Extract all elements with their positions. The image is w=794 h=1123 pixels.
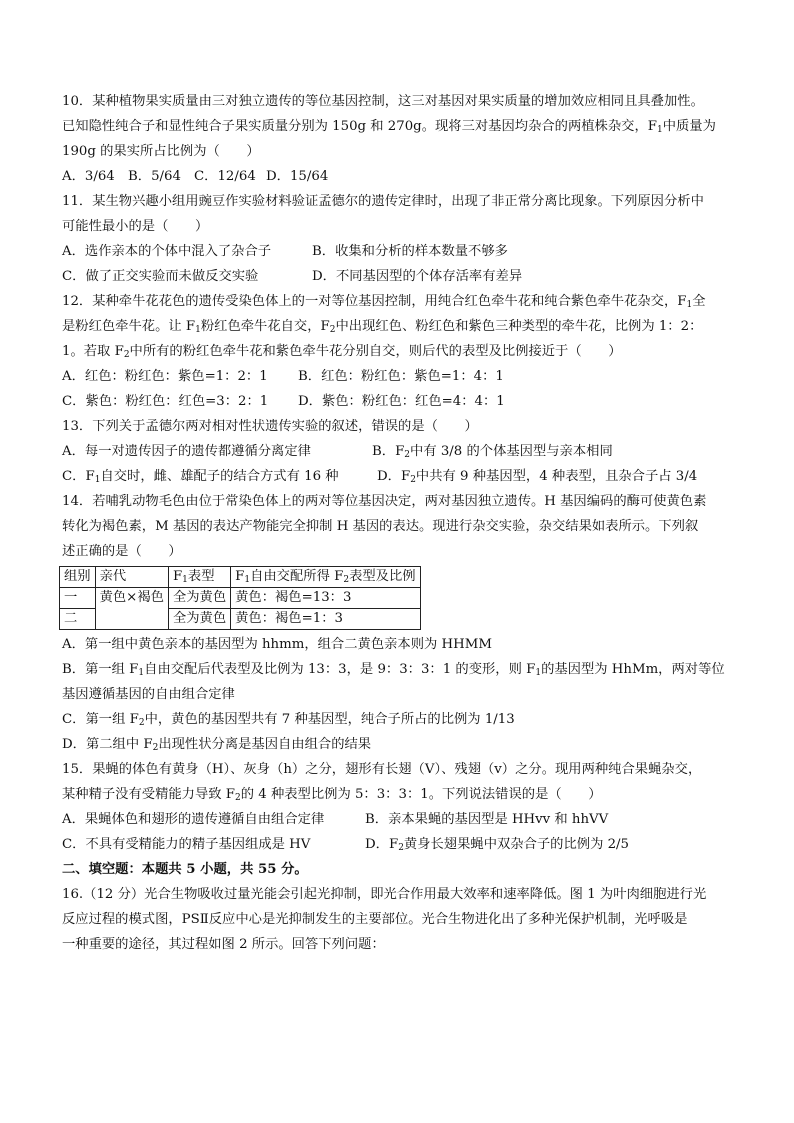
- q10-line-1: 10．某种植物果实质量由三对独立遗传的等位基因控制，这三对基因对果实质量的增加效应相同且具叠加性。: [62, 94, 704, 109]
- q14-line-1: 14．若哺乳动物毛色由位于常染色体上的两对等位基因决定，两对基因独立遗传。H 基因编码的酶可使黄色素: [62, 494, 707, 509]
- question-13: [62, 414, 740, 489]
- q14-option-c: C．第一组 $F_2$中，黄色的基因型共有 7 种基因型，纯合子所占的比例为 1/13: [62, 712, 515, 728]
- q10-option-c: C．12/64: [194, 169, 256, 184]
- q12-option-d: D．紫色：粉红色：红色=4：4：1: [298, 394, 505, 409]
- q14-option-a: A．第一组中黄色亲本的基因型为 hhmm，组合二黄色亲本则为 HHMM: [62, 637, 492, 652]
- table-cell: 全为黄色: [168, 588, 230, 609]
- question-16: [62, 882, 740, 957]
- cross-results-table: [59, 566, 421, 630]
- q13-options-row-2: [62, 464, 740, 489]
- q15-options-row-2: [62, 832, 740, 857]
- question-11: [62, 189, 740, 289]
- q15-option-c: C．不具有受精能力的精子基因组成是 HV: [62, 837, 311, 852]
- q12-line-3: 1。若取 $F_2$中所有的粉红色牵牛花和紫色牵牛花分别自交，则后代的表型及比例接近于（ ）: [62, 344, 622, 360]
- q15-line-1: 15．果蝇的体色有黄身（H）、灰身（h）之分，翅形有长翅（V）、残翅（v）之分。现用两种纯合果蝇杂交，: [62, 762, 702, 777]
- table-header-f1: $F_1$表型: [168, 567, 230, 588]
- table-header-f2: $F_1$自由交配所得 $F_2$表型及比例: [231, 567, 420, 588]
- question-10: [62, 89, 740, 189]
- q14-option-b-continued: 基因遵循基因的自由组合定律: [62, 687, 235, 702]
- q11-options-row-1: [62, 239, 740, 264]
- q14-line-2: 转化为褐色素，M 基因的表达产物能完全抑制 H 基因的表达。现进行杂交实验，杂交结果如表所示。下列叙: [62, 519, 699, 534]
- q10-line-3: 190g 的果实所占比例为（ ）: [62, 144, 260, 159]
- table-header-row: [60, 567, 421, 588]
- q12-line-1: 12．某种牵牛花花色的遗传受染色体上的一对等位基因控制，用纯合红色牵牛花和纯合紫色牵牛花杂交，$F_1$全: [62, 294, 706, 310]
- q15-options-row-1: [62, 807, 740, 832]
- q11-option-a: A．选作亲本的个体中混入了杂合子: [62, 244, 272, 259]
- q11-option-b: B．收集和分析的样本数量不够多: [312, 244, 508, 259]
- q11-line-1: 11．某生物兴趣小组用豌豆作实验材料验证孟德尔的遗传定律时，出现了非正常分离比现象。下列原因分析中: [62, 194, 704, 209]
- question-15: [62, 757, 740, 857]
- q12-options-row-2: [62, 389, 740, 414]
- question-14: [62, 489, 740, 757]
- q13-option-c: C．$F_1$自交时，雌、雄配子的结合方式有 16 种: [62, 469, 339, 485]
- q14-option-d: D．第二组中 $F_2$出现性状分离是基因自由组合的结果: [62, 737, 372, 753]
- q10-option-b: B．5/64: [128, 169, 181, 184]
- q10-option-d: D．15/64: [266, 169, 329, 184]
- q11-option-c: C．做了正交实验而未做反交实验: [62, 269, 259, 284]
- q14-option-b: B．第一组 $F_1$自由交配后代表型及比例为 13：3，是 9：3：3：1 的变形，则 $F_1$的基因型为 HhMm，两对等位: [62, 662, 725, 678]
- q16-line-1: 16.（12 分）光合生物吸收过量光能会引起光抑制，即光合作用最大效率和速率降低。图 1 为叶肉细胞进行光: [62, 887, 707, 902]
- q15-option-a: A．果蝇体色和翅形的遗传遵循自由组合定律: [62, 812, 325, 827]
- q10-line-2: 已知隐性纯合子和显性纯合子果实质量分别为 150g 和 270g。现将三对基因均杂合的两植株杂交，$F_1$中质量为: [62, 119, 716, 135]
- table-header-parents: 亲代: [95, 567, 168, 588]
- table-cell: 一: [60, 588, 96, 609]
- q11-line-2: 可能性最小的是（ ）: [62, 219, 209, 234]
- exam-content: [62, 89, 740, 957]
- table-cell: 黄色：褐色=1：3: [231, 609, 420, 630]
- q13-option-a: A．每一对遗传因子的遗传都遵循分离定律: [62, 444, 311, 459]
- q11-options-row-2: [62, 264, 740, 289]
- table-header-group: 组别: [60, 567, 96, 588]
- q12-option-b: B．红色：粉红色：紫色=1：4：1: [298, 369, 504, 384]
- q12-option-a: A．红色：粉红色：紫色=1：2：1: [62, 369, 268, 384]
- q10-option-a: A．3/64: [62, 169, 115, 184]
- q10-options: [62, 164, 740, 189]
- table-cell: 二: [60, 609, 96, 630]
- section-2-title: 二、填空题：本题共 5 小题，共 55 分。: [62, 862, 308, 877]
- q11-option-d: D．不同基因型的个体存活率有差异: [312, 269, 523, 284]
- q16-line-3: 一种重要的途径，其过程如图 2 所示。回答下列问题：: [62, 937, 385, 952]
- q13-options-row-1: [62, 439, 740, 464]
- q15-line-2: 某种精子没有受精能力导致 $F_2$的 4 种表型比例为 5：3：3：1。下列说法错误的是（ ）: [62, 787, 602, 803]
- question-12: [62, 289, 740, 414]
- q12-options-row-1: [62, 364, 740, 389]
- q16-line-2: 反应过程的模式图，PSⅡ反应中心是光抑制发生的主要部位。光合生物进化出了多种光保护机制，光呼吸是: [62, 912, 688, 927]
- q15-option-d: D．$F_2$黄身长翅果蝇中双杂合子的比例为 2/5: [365, 837, 630, 853]
- q12-line-2: 是粉红色牵牛花。让 $F_1$粉红色牵牛花自交，$F_2$中出现红色、粉红色和紫色三种类型的牵牛花，比例为 1：2：: [62, 319, 703, 335]
- q15-option-b: B．亲本果蝇的基因型是 HHvv 和 hhVV: [365, 812, 609, 827]
- q14-line-3: 述正确的是（ ）: [62, 544, 182, 559]
- q13-option-b: B．$F_2$中有 3/8 的个体基因型与亲本相同: [372, 444, 613, 460]
- q12-option-c: C．紫色：粉红色：红色=3：2：1: [62, 394, 269, 409]
- table-row: [60, 588, 421, 609]
- q13-option-d: D．$F_2$中共有 9 种基因型，4 种表型，且杂合子占 3/4: [377, 469, 698, 485]
- table-cell: 黄色×褐色: [95, 588, 168, 630]
- table-cell: 全为黄色: [168, 609, 230, 630]
- q13-line-1: 13．下列关于孟德尔两对相对性状遗传实验的叙述，错误的是（ ）: [62, 419, 478, 434]
- table-cell: 黄色：褐色=13：3: [231, 588, 420, 609]
